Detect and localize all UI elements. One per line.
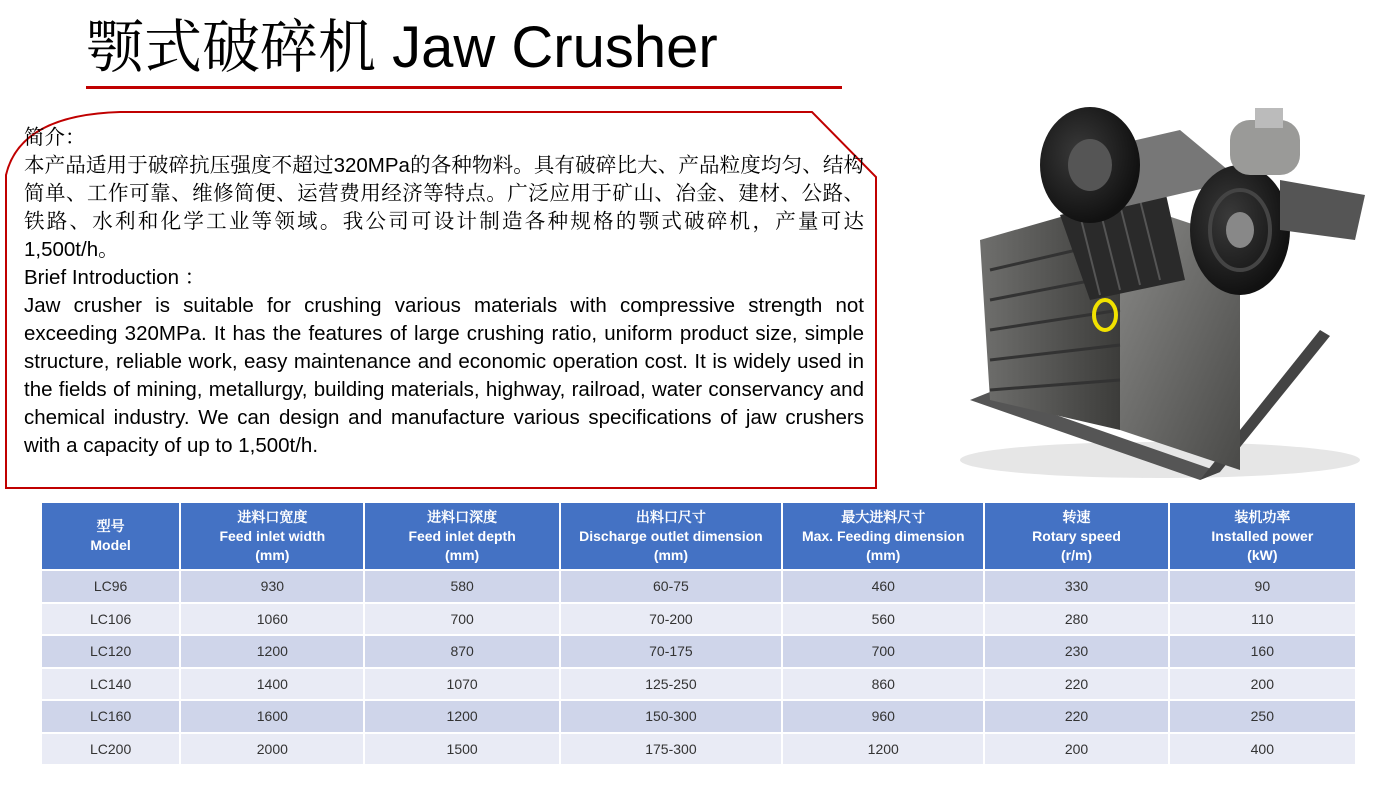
header-en: Discharge outlet dimension	[579, 527, 763, 544]
table-cell: 700	[783, 634, 983, 667]
table-cell: 1060	[181, 602, 363, 635]
table-header-cell	[985, 503, 1167, 569]
header-en: Max. Feeding dimension	[801, 527, 965, 544]
table-cell: 1200	[181, 634, 363, 667]
header-unit: (mm)	[866, 546, 901, 563]
table-cell: 1070	[365, 667, 558, 700]
table-cell: 70-175	[561, 634, 781, 667]
table-header-cell	[365, 503, 558, 569]
intro-en-body: Jaw crusher is suitable for crushing various materials with compressive strength not exceeding 320MPa. It has the features of large crushing ratio, uniform product size, simple structure, reliable work, easy maintenance and economic operation cost. It is widely used in the fields of mining, metallurgy, building materials, highway, railroad, water conservancy and chemical industry. We can design and manufacture various specifications of jaw crushers with a capacity of up to 1,500t/h.	[24, 294, 864, 457]
intro-text-block	[24, 124, 864, 460]
table-cell: 1600	[181, 699, 363, 732]
header-cn: 型号	[96, 518, 125, 534]
table-cell: 110	[1170, 602, 1355, 635]
table-cell: 860	[783, 667, 983, 700]
header-en: Model	[90, 537, 131, 553]
title-underline	[86, 86, 842, 89]
table-cell: 400	[1170, 732, 1355, 765]
header-cn: 装机功率	[1234, 508, 1291, 525]
header-unit: (mm)	[445, 546, 480, 563]
intro-cn-heading: 简介：	[24, 126, 86, 149]
table-cell: 560	[783, 602, 983, 635]
table-header-cell	[783, 503, 983, 569]
table-cell: 330	[985, 569, 1167, 602]
table-cell: 125-250	[561, 667, 781, 700]
spec-table	[40, 503, 1357, 764]
table-cell: 1400	[181, 667, 363, 700]
page-title: 颚式破碎机 Jaw Crusher	[86, 15, 718, 80]
table-header-cell	[42, 503, 179, 569]
table-cell: 870	[365, 634, 558, 667]
table-cell: 90	[1170, 569, 1355, 602]
table-row	[42, 732, 1355, 765]
table-cell: 1500	[365, 732, 558, 765]
intro-en-heading: Brief Introduction ：	[24, 266, 206, 289]
table-cell: 160	[1170, 634, 1355, 667]
table-cell: 150-300	[561, 699, 781, 732]
table-cell: LC200	[42, 732, 179, 765]
table-row	[42, 634, 1355, 667]
table-header-cell	[1170, 503, 1355, 569]
table-cell: 700	[365, 602, 558, 635]
table-cell: 930	[181, 569, 363, 602]
header-cn: 转速	[1062, 508, 1091, 525]
table-cell: 1200	[783, 732, 983, 765]
header-cn: 进料口宽度	[237, 508, 308, 525]
table-cell: 580	[365, 569, 558, 602]
table-cell: 220	[985, 667, 1167, 700]
table-header-cell	[561, 503, 781, 569]
jaw-crusher-machine-illustration	[950, 100, 1370, 485]
header-en: Installed power	[1211, 527, 1314, 544]
header-en: Feed inlet width	[219, 527, 326, 544]
table-cell: LC96	[42, 569, 179, 602]
table-cell: 1200	[365, 699, 558, 732]
table-cell: LC160	[42, 699, 179, 732]
table-row	[42, 699, 1355, 732]
table-row	[42, 602, 1355, 635]
header-unit: (kW)	[1247, 546, 1278, 563]
header-cn: 出料口尺寸	[635, 508, 706, 525]
table-cell: 200	[1170, 667, 1355, 700]
spec-table-header	[42, 503, 1355, 569]
table-cell: 230	[985, 634, 1167, 667]
table-cell: 460	[783, 569, 983, 602]
table-cell: 220	[985, 699, 1167, 732]
header-cn: 最大进料尺寸	[841, 508, 926, 525]
table-cell: 200	[985, 732, 1167, 765]
header-en: Feed inlet depth	[408, 527, 516, 544]
table-header-cell	[181, 503, 363, 569]
table-cell: 70-200	[561, 602, 781, 635]
table-cell: 960	[783, 699, 983, 732]
intro-cn-body: 本产品适用于破碎抗压强度不超过320MPa的各种物料。具有破碎比大、产品粒度均匀、结构简单、工作可靠、维修简便、运营费用经济等特点。广泛应用于矿山、冶金、建材、公路、铁路、水利和化学工业等领域。我公司可设计制造各种规格的颚式破碎机，产量可达1,500t/h。	[24, 154, 864, 261]
table-row	[42, 667, 1355, 700]
table-cell: LC140	[42, 667, 179, 700]
table-cell: 175-300	[561, 732, 781, 765]
header-unit: (mm)	[653, 546, 689, 563]
table-cell: LC120	[42, 634, 179, 667]
header-unit: (r/m)	[1060, 546, 1093, 563]
spec-table-body	[42, 569, 1355, 764]
table-cell: 280	[985, 602, 1167, 635]
header-cn: 进料口深度	[427, 508, 498, 525]
table-cell: 60-75	[561, 569, 781, 602]
table-row	[42, 569, 1355, 602]
header-unit: (mm)	[255, 546, 290, 563]
table-cell: LC106	[42, 602, 179, 635]
table-cell: 2000	[181, 732, 363, 765]
header-en: Rotary speed	[1032, 527, 1121, 544]
table-cell: 250	[1170, 699, 1355, 732]
